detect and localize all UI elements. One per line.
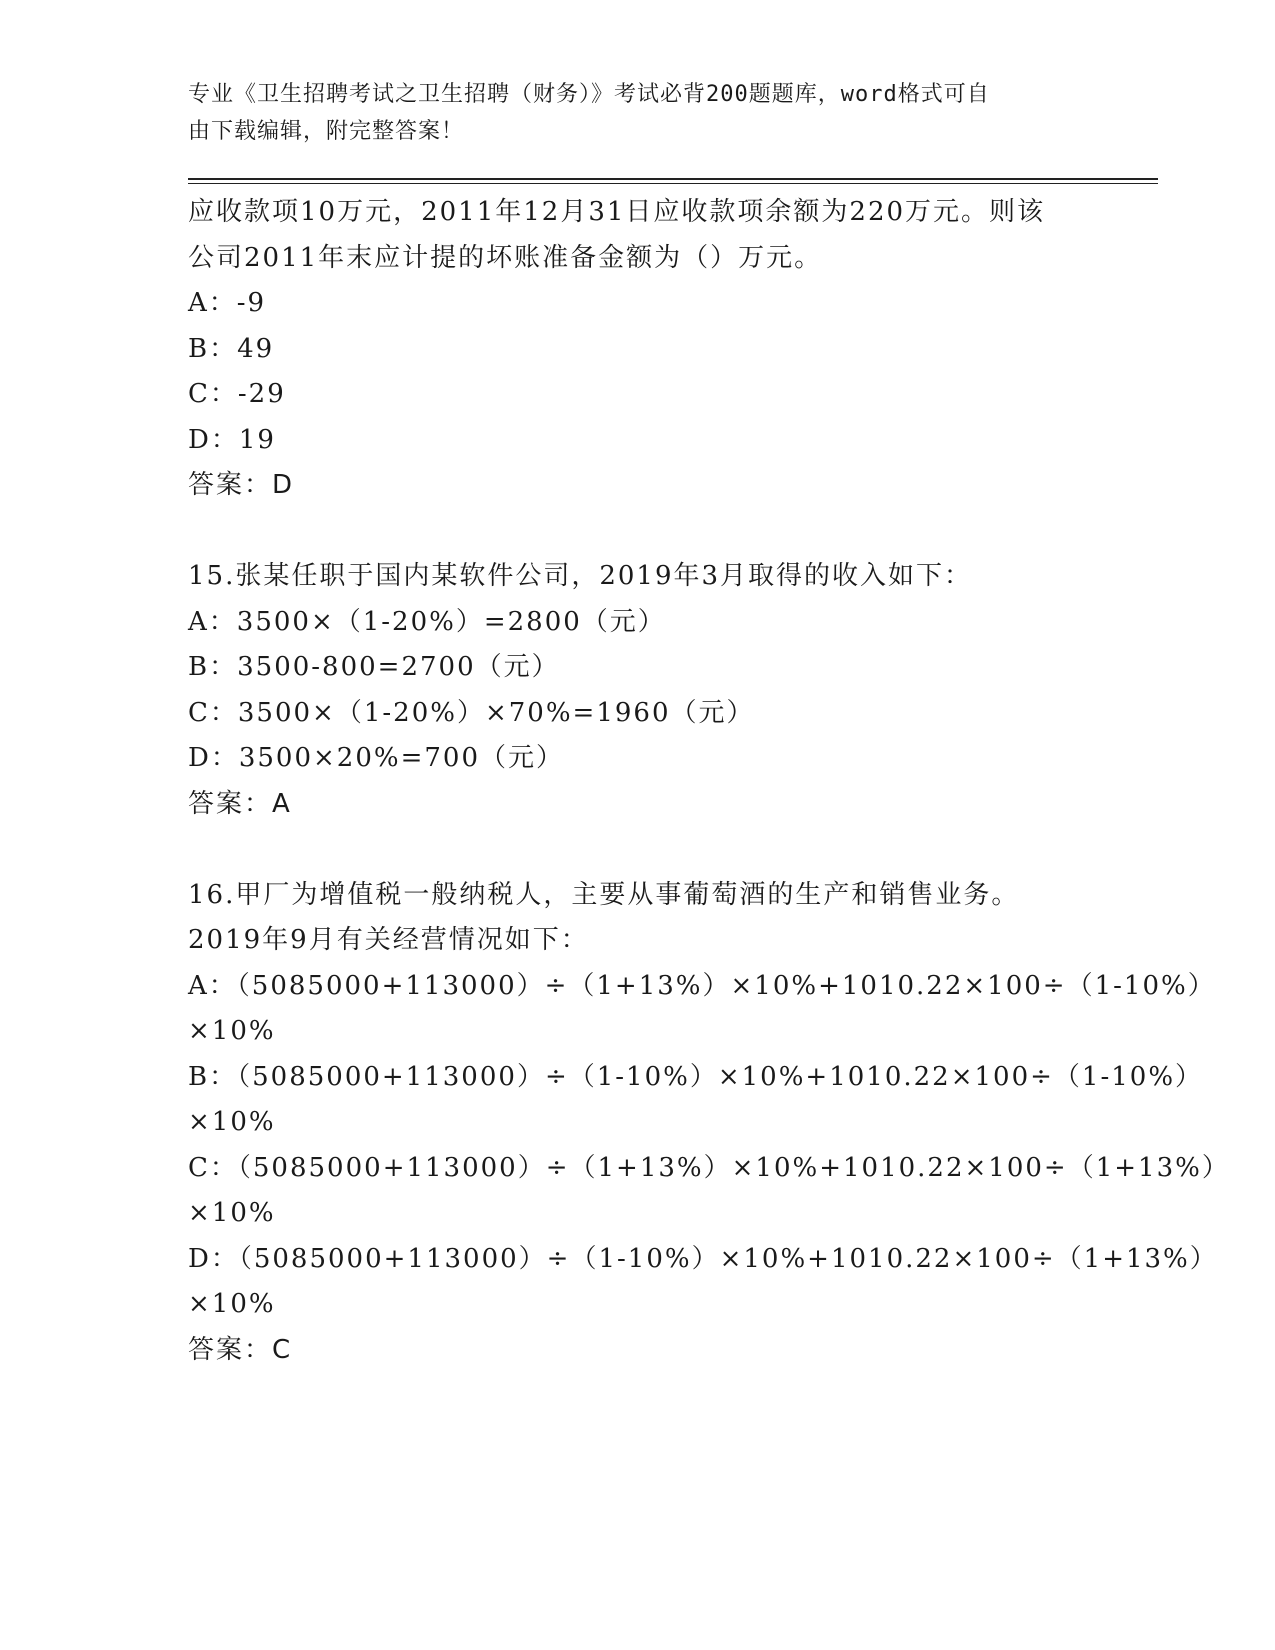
spacer [188,827,1158,873]
option-a: A：（5085000+113000）÷（1+13%）×10%+1010.22×100÷（1-10%） [188,970,1216,1001]
option-b-continued: ×10% [188,1107,276,1137]
header-line-1: 专业《卫生招聘考试之卫生招聘（财务）》考试必背200题题库，word格式可自 [188,82,990,107]
option-d-continued: ×10% [188,1289,276,1319]
question-stem-line: 16.甲厂为增值税一般纳税人，主要从事葡萄酒的生产和销售业务。 [188,879,1020,910]
option-c-continued: ×10% [188,1198,276,1228]
option-c: C：3500×（1-20%）×70%=1960（元） [188,697,755,728]
question-stem-line: 15.张某任职于国内某软件公司，2019年3月取得的收入如下： [188,561,973,591]
option-d: D：19 [188,424,276,455]
question-stem-line: 2019年9月有关经营情况如下： [188,925,589,955]
answer-line: 答案：A [188,788,292,819]
header-divider-thick [188,178,1158,180]
question-16 [188,873,1230,1374]
option-c: C：（5085000+113000）÷（1+13%）×10%+1010.22×100÷（1+13%） [188,1152,1230,1183]
option-b: B：49 [188,333,275,364]
option-a: A：-9 [188,288,267,318]
document-body [188,190,1230,1373]
question-stem-line: 应收款项10万元，2011年12月31日应收款项余额为220万元。则该 [188,197,1046,227]
spacer [188,509,1158,555]
answer-line: 答案：D [188,470,295,500]
option-c: C：-29 [188,379,286,409]
document-header [188,76,1088,150]
option-a: A：3500×（1-20%）=2800（元） [188,606,666,637]
question-14 [188,190,1158,509]
option-b: B：3500-800=2700（元） [188,652,560,682]
question-stem-line: 公司2011年末应计提的坏账准备金额为（）万元。 [188,242,823,273]
header-divider-thin [188,183,1158,184]
answer-line: 答案：C [188,1334,293,1365]
option-a-continued: ×10% [188,1016,276,1046]
header-line-2: 由下载编辑，附完整答案！ [188,119,465,144]
option-d: D：3500×20%=700（元） [188,743,564,773]
question-15 [188,554,1158,827]
option-b: B：（5085000+113000）÷（1-10%）×10%+1010.22×100÷（1-10%） [188,1061,1204,1092]
option-d: D：（5085000+113000）÷（1-10%）×10%+1010.22×100÷（1+13%） [188,1243,1218,1274]
